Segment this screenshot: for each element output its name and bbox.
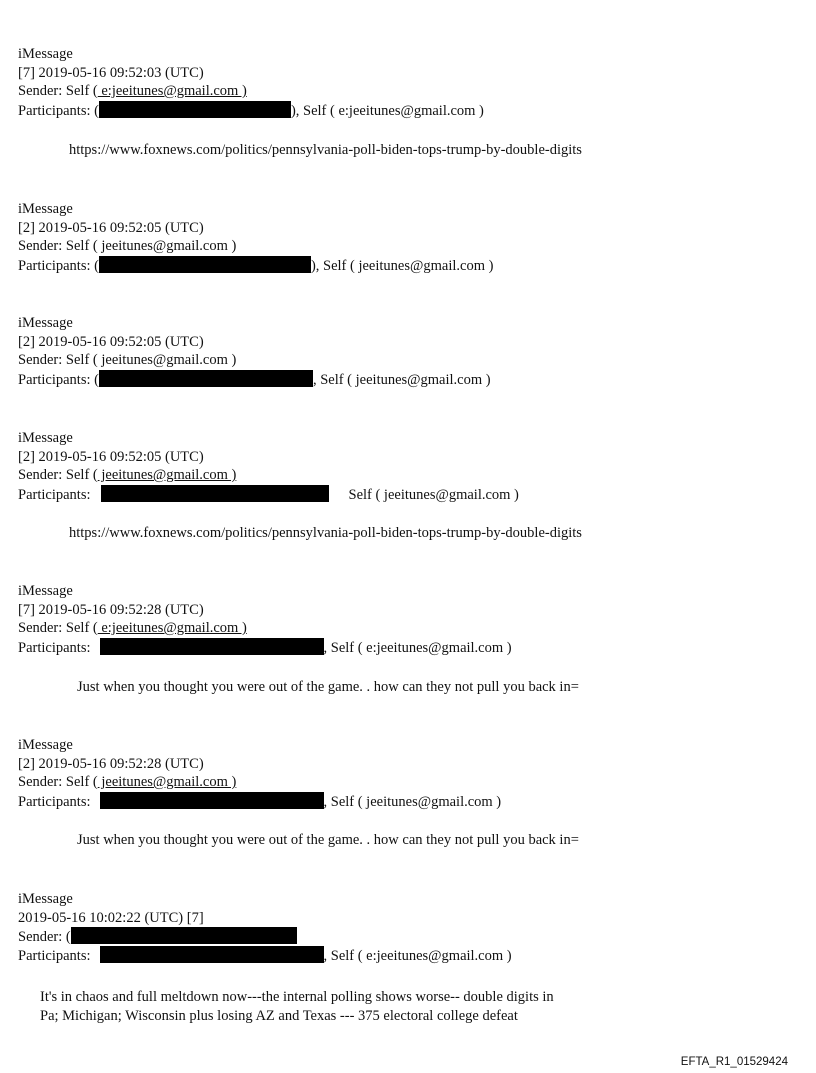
- participants-label: Participants: (: [18, 257, 99, 274]
- message-body: Just when you thought you were out of the game. . how can they not pull you back in=: [77, 679, 579, 695]
- message-sender: [18, 466, 806, 485]
- redaction-box: [99, 370, 313, 387]
- message-participants: [18, 256, 806, 275]
- message-body: https://www.foxnews.com/politics/pennsylvania-poll-biden-tops-trump-by-double-digits: [69, 525, 582, 541]
- message-service: iMessage: [18, 737, 73, 753]
- message-timestamp: [2] 2019-05-16 09:52:05 (UTC): [18, 448, 204, 465]
- message-timestamp: [2] 2019-05-16 09:52:28 (UTC): [18, 755, 204, 772]
- redaction-box: [99, 101, 291, 118]
- message-participants: [18, 370, 806, 389]
- participants-label: Participants:: [18, 793, 91, 810]
- message-body: Just when you thought you were out of the game. . how can they not pull you back in=: [77, 832, 579, 848]
- participants-label: Participants: (: [18, 102, 99, 119]
- participants-suffix: , Self ( jeeitunes@gmail.com ): [312, 371, 491, 388]
- message-sender: [18, 619, 806, 638]
- message-sender: [18, 773, 806, 792]
- participants-suffix: , Self ( jeeitunes@gmail.com ): [323, 793, 502, 810]
- message-sender: [18, 237, 806, 256]
- message-sender: [18, 351, 806, 370]
- participants-suffix: ), Self ( e:jeeitunes@gmail.com ): [290, 102, 484, 119]
- participants-suffix: Self ( jeeitunes@gmail.com ): [348, 486, 519, 503]
- message-body: https://www.foxnews.com/politics/pennsylvania-poll-biden-tops-trump-by-double-digits: [69, 142, 582, 158]
- redaction-box: [99, 256, 311, 273]
- message-timestamp: [2] 2019-05-16 09:52:05 (UTC): [18, 219, 204, 236]
- message-service: iMessage: [18, 583, 73, 599]
- message-body-line: Pa; Michigan; Wisconsin plus losing AZ and Texas --- 375 electoral college defeat: [40, 1007, 518, 1024]
- participants-label: Participants:: [18, 947, 91, 964]
- sender-prefix: Sender: Self (: [18, 467, 98, 483]
- message-block: [18, 200, 806, 274]
- message-block: [18, 890, 806, 964]
- message-block: [18, 45, 806, 119]
- message-block: [18, 736, 806, 810]
- sender-prefix: Sender: Self (: [18, 83, 98, 99]
- message-timestamp: [7] 2019-05-16 09:52:28 (UTC): [18, 601, 204, 618]
- redaction-box: [100, 792, 324, 809]
- participants-suffix: ), Self ( jeeitunes@gmail.com ): [310, 257, 494, 274]
- message-service: iMessage: [18, 201, 73, 217]
- message-timestamp: [7] 2019-05-16 09:52:03 (UTC): [18, 64, 204, 81]
- redaction-box: [100, 946, 324, 963]
- message-timestamp: [2] 2019-05-16 09:52:05 (UTC): [18, 333, 204, 350]
- message-service: iMessage: [18, 891, 73, 907]
- redaction-box: [100, 638, 324, 655]
- message-body-line: It's in chaos and full meltdown now---the internal polling shows worse-- double digits in: [40, 989, 554, 1005]
- sender-email: e:jeeitunes@gmail.com ): [97, 620, 247, 636]
- message-sender: [18, 82, 806, 101]
- message-block: [18, 429, 806, 503]
- participants-label: Participants:: [18, 486, 91, 503]
- message-participants: [18, 485, 806, 504]
- sender-email: jeeitunes@gmail.com ): [97, 238, 237, 254]
- sender-email: jeeitunes@gmail.com ): [97, 352, 237, 368]
- sender-email: jeeitunes@gmail.com ): [97, 467, 237, 483]
- message-block: [18, 582, 806, 656]
- message-participants: [18, 638, 806, 657]
- sender-email: e:jeeitunes@gmail.com ): [97, 83, 247, 99]
- participants-suffix: , Self ( e:jeeitunes@gmail.com ): [323, 639, 512, 656]
- sender-prefix: Sender: Self (: [18, 352, 98, 368]
- message-block: [18, 314, 806, 388]
- document-id: EFTA_R1_01529424: [680, 1056, 788, 1068]
- sender-prefix: Sender: Self (: [18, 238, 98, 254]
- sender-prefix: Sender: (: [18, 929, 71, 945]
- message-participants: [18, 101, 806, 120]
- sender-email: jeeitunes@gmail.com ): [97, 774, 237, 790]
- message-participants: [18, 946, 806, 965]
- message-sender: [18, 927, 806, 946]
- message-timestamp: 2019-05-16 10:02:22 (UTC) [7]: [18, 909, 204, 926]
- participants-label: Participants: (: [18, 371, 99, 388]
- message-participants: [18, 792, 806, 811]
- message-body: [40, 988, 554, 1025]
- participants-label: Participants:: [18, 639, 91, 656]
- sender-prefix: Sender: Self (: [18, 620, 98, 636]
- redaction-box: [101, 485, 329, 502]
- participants-suffix: , Self ( e:jeeitunes@gmail.com ): [323, 947, 512, 964]
- message-service: iMessage: [18, 46, 73, 62]
- redaction-box: [71, 927, 297, 944]
- sender-prefix: Sender: Self (: [18, 774, 98, 790]
- message-service: iMessage: [18, 315, 73, 331]
- message-service: iMessage: [18, 430, 73, 446]
